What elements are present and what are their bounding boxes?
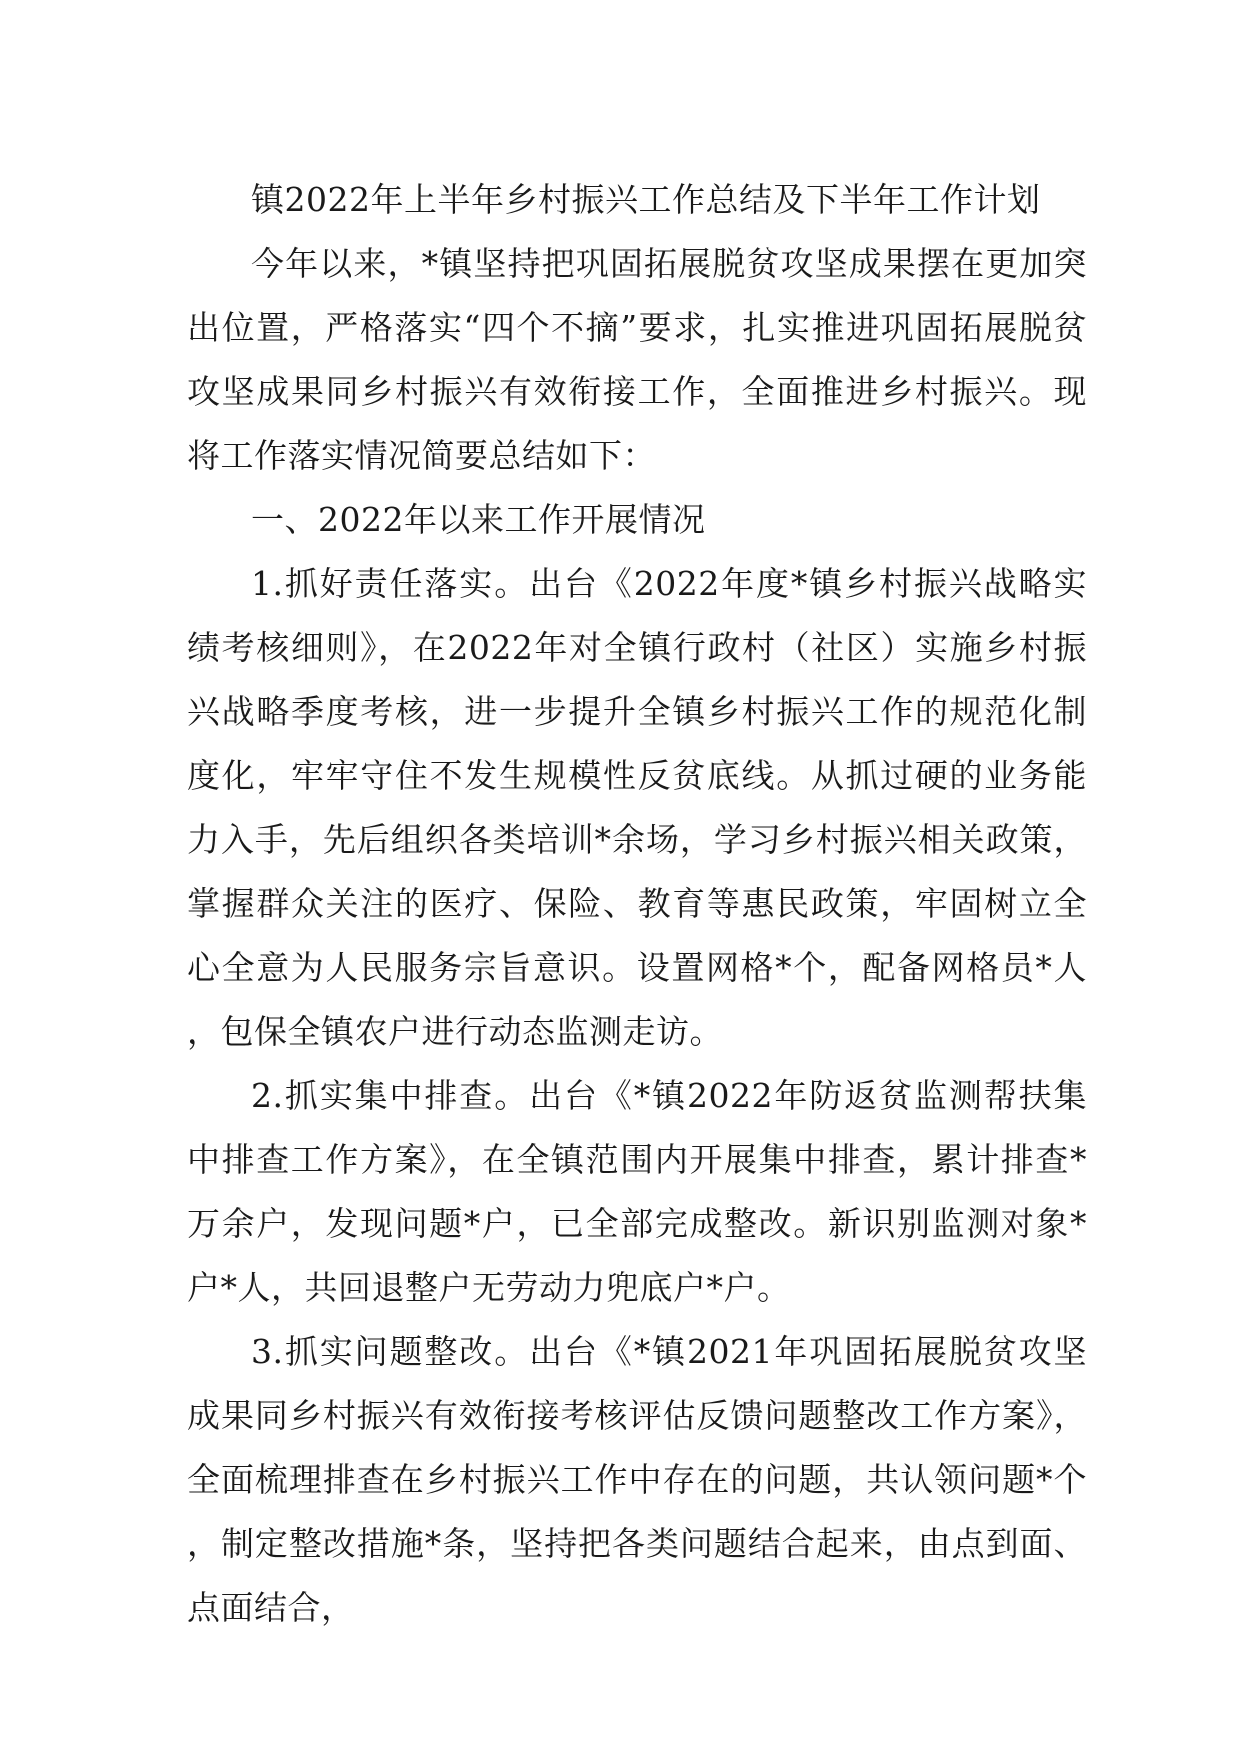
- document-title: 镇2022年上半年乡村振兴工作总结及下半年工作计划: [251, 180, 1041, 219]
- paragraph-responsibility: 1.抓好责任落实。出台《2022年度*镇乡村振兴战略实绩考核细则》，在2022年对全镇行政村（社区）实施乡村振兴战略季度考核，进一步提升全镇乡村振兴工作的规范化制度化，牢牢守住不发生规模性反贫底线。从抓过硬的业务能力入手，先后组织各类培训*余场，学习乡村振兴相关政策，掌握群众关注的医疗、保险、教育等惠民政策，牢固树立全心全意为人民服务宗旨意识。设置网格*个，配备网格员*人，包保全镇农户进行动态监测走访。: [187, 564, 1087, 1051]
- paragraph-inspection: 2.抓实集中排查。出台《*镇2022年防返贫监测帮扶集中排查工作方案》，在全镇范围内开展集中排查，累计排查*万余户，发现问题*户，已全部完成整改。新识别监测对象*户*人，共回退整户无劳动力兜底户*户。: [187, 1076, 1087, 1307]
- section-heading: 一、2022年以来工作开展情况: [251, 500, 706, 539]
- document-body: [187, 168, 1087, 1640]
- paragraph-rectification: 3.抓实问题整改。出台《*镇2021年巩固拓展脱贫攻坚成果同乡村振兴有效衔接考核评估反馈问题整改工作方案》，全面梳理排查在乡村振兴工作中存在的问题，共认领问题*个，制定整改措施*条，坚持把各类问题结合起来，由点到面、点面结合，: [187, 1332, 1087, 1627]
- intro-paragraph: 今年以来，*镇坚持把巩固拓展脱贫攻坚成果摆在更加突出位置，严格落实“四个不摘”要求，扎实推进巩固拓展脱贫攻坚成果同乡村振兴有效衔接工作，全面推进乡村振兴。现将工作落实情况简要总结如下：: [187, 244, 1087, 475]
